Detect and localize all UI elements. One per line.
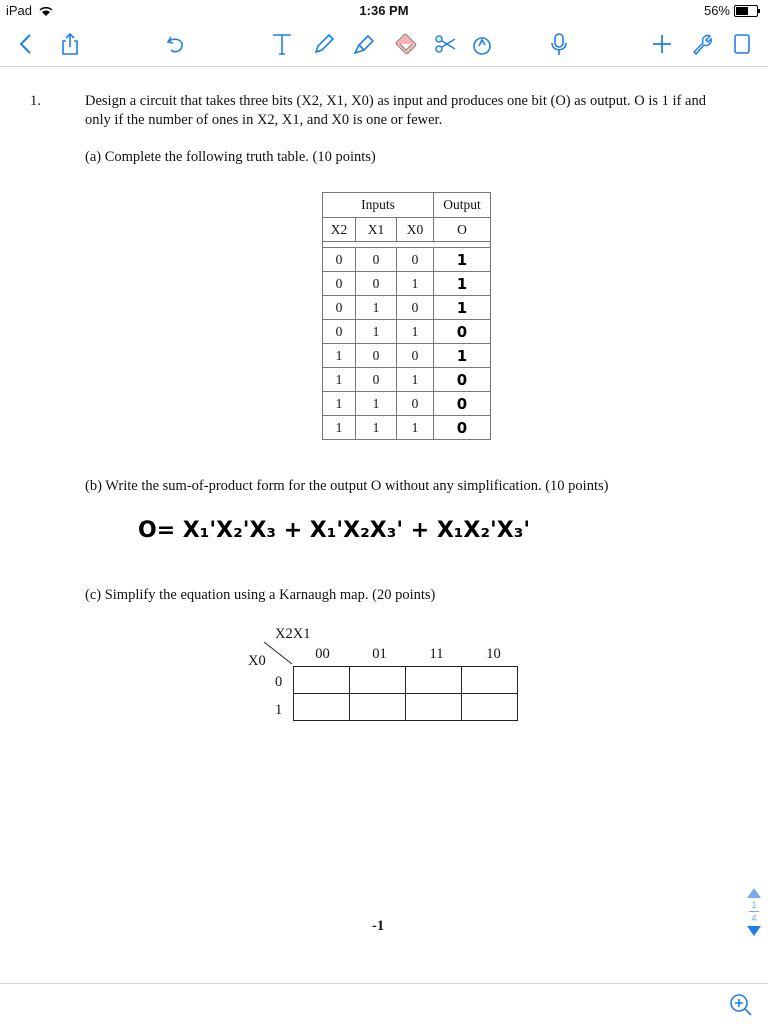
kmap-col-label: 10: [486, 646, 501, 662]
input-cell: 1: [356, 416, 397, 440]
truth-table-row: [323, 344, 491, 368]
truth-table-row: [323, 248, 491, 272]
truth-table-row: [323, 392, 491, 416]
eraser-icon[interactable]: [392, 30, 420, 58]
problem-number: 1.: [30, 93, 41, 109]
kmap-cell[interactable]: [406, 667, 462, 694]
kmap-cell[interactable]: [350, 667, 406, 694]
microphone-icon[interactable]: [545, 30, 573, 58]
output-cell[interactable]: 1: [434, 248, 491, 272]
share-icon[interactable]: [56, 30, 84, 58]
kmap-cell[interactable]: [462, 667, 518, 694]
add-icon[interactable]: [648, 30, 676, 58]
inputs-header: Inputs: [323, 193, 434, 218]
gesture-icon[interactable]: [468, 30, 496, 58]
col-x1: X1: [356, 218, 397, 242]
wrench-icon[interactable]: [688, 30, 716, 58]
kmap-col-label: 01: [372, 646, 387, 662]
pen-icon[interactable]: [310, 30, 338, 58]
kmap-diagonal: [262, 640, 294, 666]
truth-table-header: [323, 218, 491, 242]
input-cell: 0: [323, 248, 356, 272]
status-time: 1:36 PM: [359, 3, 409, 18]
output-cell[interactable]: 0: [434, 368, 491, 392]
page-total: 4: [751, 913, 757, 923]
kmap-col-var: X2X1: [275, 626, 311, 642]
kmap-col-label: 11: [429, 646, 444, 662]
input-cell: 0: [397, 296, 434, 320]
device-label: iPad: [6, 3, 33, 18]
scissors-icon[interactable]: [432, 30, 460, 58]
input-cell: 0: [356, 248, 397, 272]
input-cell: 0: [356, 344, 397, 368]
kmap-row-label: 1: [275, 702, 283, 718]
col-o: O: [434, 218, 491, 242]
kmap-col-label: 00: [315, 646, 330, 662]
kmap-col-labels: [294, 645, 522, 664]
truth-table-row: [323, 296, 491, 320]
input-cell: 1: [397, 416, 434, 440]
input-cell: 0: [356, 368, 397, 392]
page-current: 1: [751, 900, 757, 910]
page-navigator[interactable]: [744, 888, 764, 958]
page-icon[interactable]: [728, 30, 756, 58]
output-cell[interactable]: 0: [434, 320, 491, 344]
part-a-heading: (a) Complete the following truth table. (10 points): [85, 149, 376, 165]
status-right: [704, 3, 758, 18]
truth-table-row: [323, 416, 491, 440]
kmap-row-label: 0: [275, 674, 283, 690]
page-label: -1: [372, 918, 385, 934]
col-x0: X0: [397, 218, 434, 242]
truth-table-body: [323, 248, 491, 440]
handwritten-sop: O= X₁'X₂'X₃ + X₁'X₂X₃' + X₁X₂'X₃': [138, 518, 531, 543]
truth-table-row: [323, 272, 491, 296]
input-cell: 1: [397, 320, 434, 344]
page-down-icon[interactable]: [747, 926, 761, 936]
output-cell[interactable]: 0: [434, 392, 491, 416]
input-cell: 1: [356, 392, 397, 416]
problem-text-line1: Design a circuit that takes three bits (X2, X1, X0) as input and produces one bit (O) as output. O is 1 if and: [85, 93, 706, 109]
problem-text: [85, 92, 755, 130]
kmap-cell[interactable]: [294, 694, 350, 721]
output-cell[interactable]: 1: [434, 344, 491, 368]
truth-table: [322, 192, 491, 440]
input-cell: 0: [397, 344, 434, 368]
input-cell: 0: [397, 248, 434, 272]
output-header: Output: [434, 193, 491, 218]
input-cell: 0: [323, 320, 356, 344]
highlighter-icon[interactable]: [350, 30, 378, 58]
input-cell: 1: [323, 368, 356, 392]
battery-percent: 56%: [703, 3, 730, 18]
input-cell: 1: [397, 272, 434, 296]
part-b-heading: (b) Write the sum-of-product form for the output O without any simplification. (10 points): [85, 478, 609, 494]
col-x2: X2: [323, 218, 356, 242]
input-cell: 1: [356, 296, 397, 320]
truth-table-row: [323, 320, 491, 344]
back-icon[interactable]: [12, 30, 40, 58]
battery-icon: [734, 5, 758, 17]
output-cell[interactable]: 0: [434, 416, 491, 440]
page-up-icon[interactable]: [747, 888, 761, 898]
truth-table-group-header: [323, 193, 491, 218]
input-cell: 0: [323, 272, 356, 296]
toolbar: [0, 22, 768, 67]
kmap-grid: [293, 666, 518, 721]
kmap-cell[interactable]: [462, 694, 518, 721]
problem-text-line2: only if the number of ones in X2, X1, and X0 is one or fewer.: [85, 112, 443, 128]
kmap-cell[interactable]: [406, 694, 462, 721]
input-cell: 1: [323, 344, 356, 368]
input-cell: 1: [356, 320, 397, 344]
output-cell[interactable]: 1: [434, 272, 491, 296]
truth-table-row: [323, 368, 491, 392]
footer-bar: [0, 983, 768, 1024]
input-cell: 1: [397, 368, 434, 392]
zoom-icon[interactable]: [728, 992, 754, 1023]
input-cell: 0: [356, 272, 397, 296]
text-tool-icon[interactable]: [268, 30, 296, 58]
kmap-cell[interactable]: [350, 694, 406, 721]
input-cell: 0: [323, 296, 356, 320]
kmap-cell[interactable]: [294, 667, 350, 694]
input-cell: 1: [323, 392, 356, 416]
input-cell: 1: [323, 416, 356, 440]
output-cell[interactable]: 1: [434, 296, 491, 320]
undo-icon[interactable]: [162, 30, 190, 58]
kmap-row-var: X0: [248, 653, 266, 669]
input-cell: 0: [397, 392, 434, 416]
status-bar: [0, 0, 768, 22]
part-c-heading: (c) Simplify the equation using a Karnaugh map. (20 points): [85, 587, 436, 603]
